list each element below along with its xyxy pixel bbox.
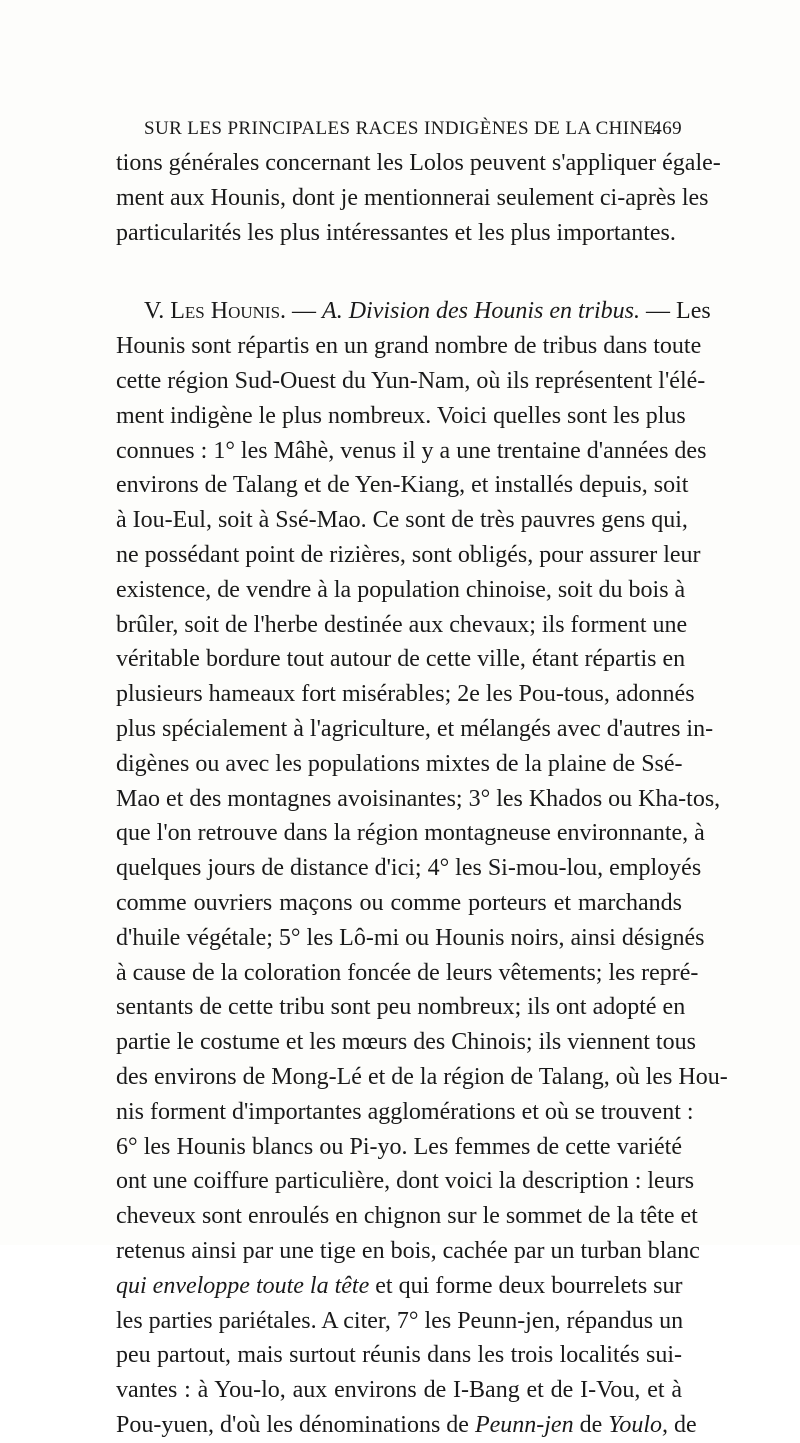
text-line: peu partout, mais surtout réunis dans les trois localités sui- [116,1342,682,1369]
text-line: ont une coiffure particulière, dont voici la description : leurs [116,1168,695,1195]
text-line: quelques jours de distance d'ici; 4° les Si-mou-lou, employés [116,855,702,882]
page-number: 469 [652,118,682,139]
text-span: de [573,1411,609,1438]
text-line: ment aux Hounis, dont je mentionnerai seulement ci-après les [116,184,709,211]
running-title: SUR LES PRINCIPALES RACES INDIGÈNES DE LA CHINE. [144,118,661,139]
text-line: ne possédant point de rizières, sont obligés, pour assurer leur [116,541,701,568]
text-line: 6° les Hounis blancs ou Pi-yo. Les femmes de cette variété [116,1133,682,1160]
text-line: ment indigène le plus nombreux. Voici quelles sont les plus [116,402,686,429]
text-line: existence, de vendre à la population chinoise, soit du bois à [116,576,686,603]
text-span: et qui forme deux bourrelets sur [369,1272,683,1299]
text-line: cette région Sud-Ouest du Yun-Nam, où ils représentent l'élé- [116,367,706,394]
paragraph-gap [116,250,682,294]
text-line: environs de Talang et de Yen-Kiang, et installés depuis, soit [116,472,689,499]
text-line: que l'on retrouve dans la région montagneuse environnante, à [116,820,705,847]
text-line: véritable bordure tout autour de cette ville, étant répartis en [116,646,686,673]
text-line: digènes ou avec les populations mixtes de la plaine de Ssé- [116,750,683,777]
text-line: cheveux sont enroulés en chignon sur le sommet de la tête et [116,1203,698,1230]
text-line: des environs de Mong-Lé et de la région de Talang, où les Hou- [116,1063,728,1090]
text-line: partie le costume et les mœurs des Chinois; ils viennent tous [116,1029,696,1056]
text-line: connues : 1° les Mâhè, venus il y a une trentaine d'années des [116,437,707,464]
text-span: Pou-yuen, d'où les dénominations de [116,1411,475,1438]
heading-dash: — [646,298,671,325]
text-line: comme ouvriers maçons ou comme porteurs et marchands [116,889,682,916]
section-subtitle: A. Division des Hounis en tribus. [322,298,641,325]
text-line: à Iou-Eul, soit à Ssé-Mao. Ce sont de très pauvres gens qui, [116,507,688,534]
text-line: brûler, soit de l'herbe destinée aux chevaux; ils forment une [116,611,688,638]
text-line: d'huile végétale; 5° les Lô-mi ou Hounis noirs, ainsi désignés [116,924,705,951]
text-line: à cause de la coloration foncée de leurs vêtements; les repré- [116,959,699,986]
text-line: tions générales concernant les Lolos peuvent s'appliquer égale- [116,150,721,176]
text-span: de [668,1411,697,1438]
text-line: vantes : à You-lo, aux environs de I-Bang et de I-Vou, et à [116,1377,682,1404]
text-line-mixed [116,1408,697,1443]
italic-phrase: qui enveloppe toute la tête [116,1272,370,1299]
text-line: nis forment d'importantes agglomérations et où se trouvent : [116,1098,694,1125]
text-line: retenus ainsi par une tige en bois, cachée par un turban blanc [116,1237,700,1264]
body-text [116,146,728,1443]
text-line: les parties pariétales. A citer, 7° les Peunn-jen, répandus un [116,1307,684,1334]
italic-term: Youlo, [608,1411,669,1438]
text-line: plus spécialement à l'agriculture, et mélangés avec d'autres in- [116,715,714,742]
section-number: V. [144,298,165,325]
text-line: particularités les plus intéressantes et les plus importantes. [116,219,676,246]
italic-term: Peunn-jen [474,1411,574,1438]
text-line-mixed [116,1269,682,1304]
text-line: plusieurs hameaux fort misérables; 2e les Pou-tous, adonnés [116,681,695,708]
section-lead-word: Les [676,298,711,325]
heading-dash: — [292,298,317,325]
text-line: sentants de cette tribu sont peu nombreux; ils ont adopté en [116,994,686,1021]
text-line: Hounis sont répartis en un grand nombre de tribus dans toute [116,333,702,360]
section-heading [116,294,711,329]
section-name: Les Hounis. [170,298,287,325]
text-line: Mao et des montagnes avoisinantes; 3° les Khados ou Kha-tos, [116,785,721,812]
